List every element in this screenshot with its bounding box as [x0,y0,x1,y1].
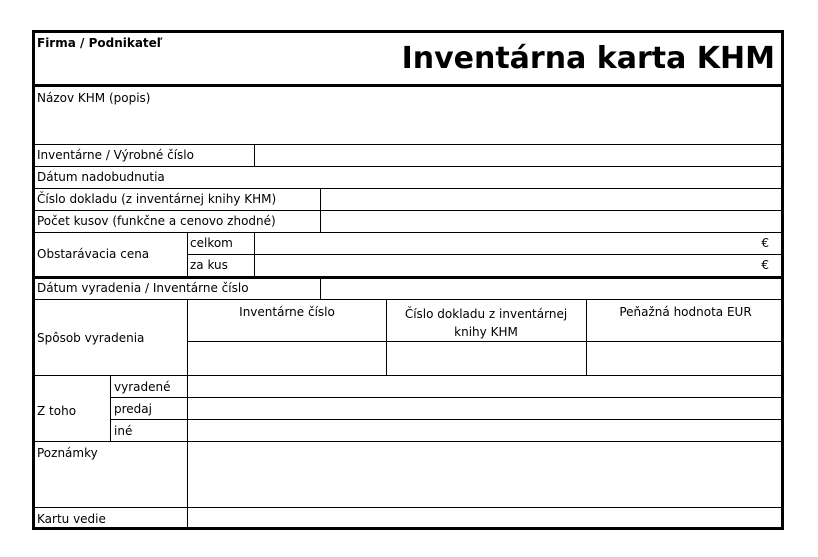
keeper-label: Kartu vedie [37,512,106,526]
total-label: celkom [190,236,233,250]
notes-label: Poznámky [37,446,98,460]
breakdown-row-discarded: vyradené [114,380,171,394]
document-number-label: Číslo dokladu (z inventárnej knihy KHM) [37,192,277,206]
breakdown-row-other: iné [114,424,133,438]
acquisition-date-label: Dátum nadobudnutia [37,170,165,184]
row-line [187,341,781,342]
acquisition-price-label: Obstarávacia cena [37,247,150,261]
col-line [187,441,188,530]
col-line [386,299,387,375]
firm-label: Firma / Podnikateľ [37,36,163,50]
row-line [35,144,781,145]
row-line [110,397,781,398]
total-currency: € [761,236,769,250]
header-divider [35,84,781,87]
col-inventory-number: Inventárne číslo [239,305,335,319]
row-line [110,419,781,420]
breakdown-label: Z toho [37,404,77,418]
col-line [254,144,255,166]
name-label: Názov KHM (popis) [37,91,151,105]
per-piece-currency: € [761,258,769,272]
breakdown-row-sale: predaj [114,402,152,416]
pieces-label: Počet kusov (funkčne a cenovo zhodné) [37,214,276,228]
col-line [110,375,111,441]
card-title: Inventárna karta KHM [401,41,775,76]
per-piece-label: za kus [190,258,228,272]
inventory-card [32,30,784,530]
section-divider [35,276,781,279]
row-line [35,232,781,233]
row-line [35,188,781,189]
col-line [187,375,188,441]
col-value: Peňažná hodnota EUR [619,305,752,319]
row-line [35,166,781,167]
row-line [35,507,781,508]
disposal-date-label: Dátum vyradenia / Inventárne číslo [37,281,249,295]
disposal-method-label: Spôsob vyradenia [37,331,145,345]
row-line [35,210,781,211]
row-line [187,254,781,255]
inventory-number-label: Inventárne / Výrobné číslo [37,148,194,162]
row-line [35,375,781,376]
col-document-number: Číslo dokladu z inventárnej knihy KHM [404,307,568,339]
row-line [35,299,781,300]
row-line [35,441,781,442]
col-line [320,279,321,299]
